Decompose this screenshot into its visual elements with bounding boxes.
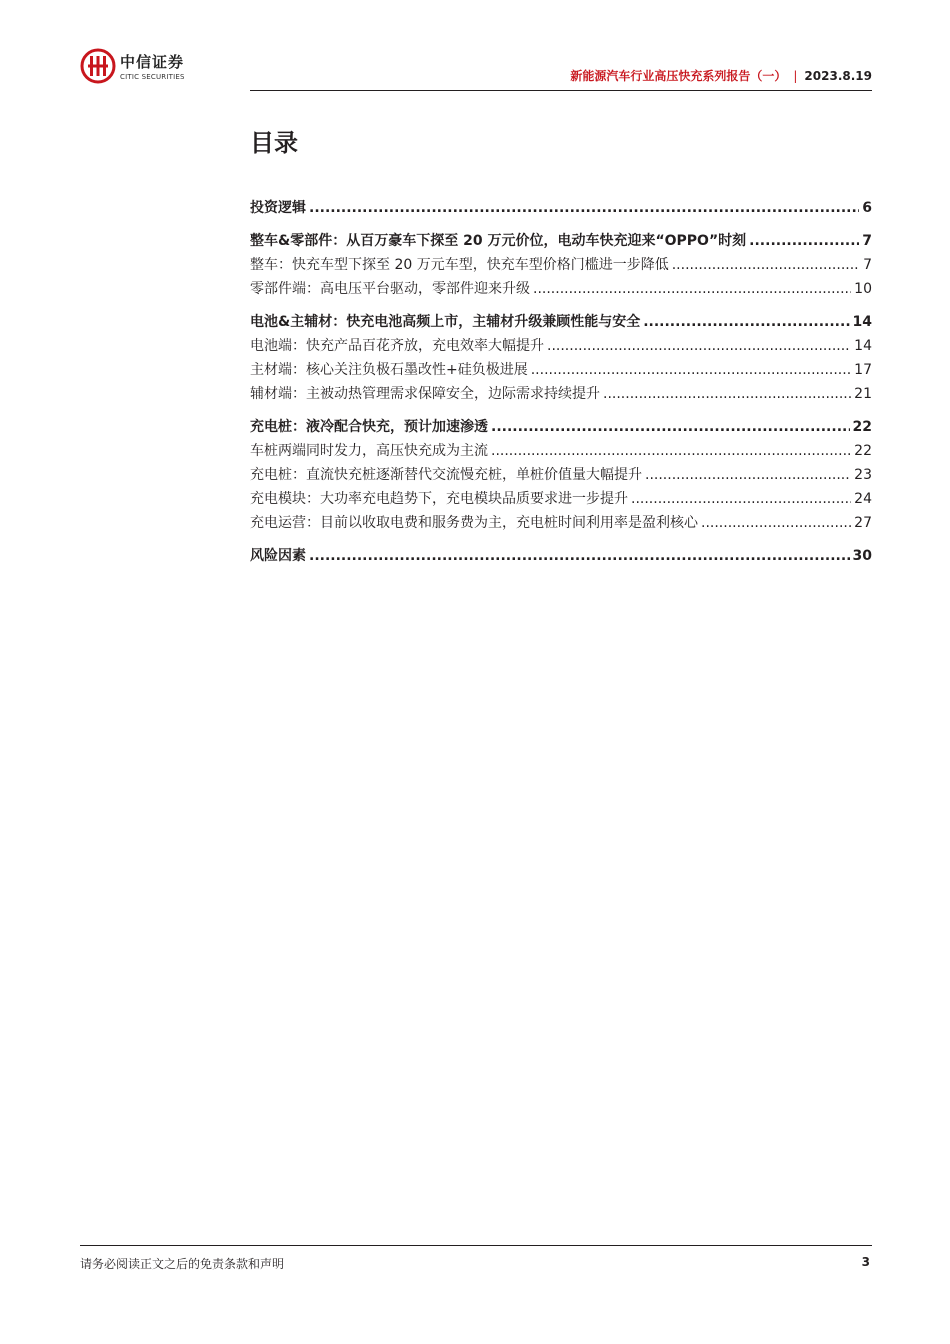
toc-entry-label: 整车：快充车型下探至 20 万元车型，快充车型价格门槛进一步降低	[250, 257, 669, 273]
citic-emblem-icon	[80, 48, 116, 84]
toc-leader-dots	[531, 358, 851, 382]
brand-name-cn: 中信证券	[120, 53, 185, 71]
page-number: 3	[861, 1255, 870, 1269]
toc-entry-label: 充电模块：大功率充电趋势下，充电模块品质要求进一步提升	[250, 491, 628, 507]
toc-entry-label: 零部件端：高电压平台驱动，零部件迎来升级	[250, 281, 530, 297]
toc-entry-label: 辅材端：主被动热管理需求保障安全，边际需求持续提升	[250, 386, 600, 402]
toc-entry-label: 充电桩：液冷配合快充，预计加速渗透	[250, 419, 488, 435]
toc-leader-dots	[749, 229, 859, 253]
toc-entry-label: 整车&零部件：从百万豪车下探至 20 万元价位，电动车快充迎来“OPPO”时刻	[250, 233, 747, 249]
toc-leader-dots	[701, 511, 851, 535]
toc-entry-page: 7	[862, 233, 872, 249]
brand-name-en: CITIC SECURITIES	[120, 73, 185, 81]
citic-logo	[80, 48, 210, 88]
toc-entry-label: 投资逻辑	[250, 200, 306, 216]
toc-entry[interactable]	[250, 334, 872, 358]
toc-leader-dots	[603, 382, 851, 406]
toc-entry-label: 充电桩：直流快充桩逐渐替代交流慢充桩，单桩价值量大幅提升	[250, 467, 642, 483]
toc-leader-dots	[309, 196, 859, 220]
page-header	[0, 0, 950, 100]
toc-entry-page: 17	[854, 362, 872, 378]
toc-entry-page: 14	[854, 338, 872, 354]
toc-leader-dots	[491, 439, 851, 463]
toc-entry-label: 车桩两端同时发力，高压快充成为主流	[250, 443, 488, 459]
toc-leader-dots	[643, 310, 849, 334]
toc-entry[interactable]	[250, 310, 872, 334]
toc-entry-page: 30	[852, 548, 872, 564]
disclaimer-note: 请务必阅读正文之后的免责条款和声明	[80, 1257, 285, 1271]
toc-entry-label: 充电运营：目前以收取电费和服务费为主，充电桩时间利用率是盈利核心	[250, 515, 698, 531]
toc-entry[interactable]	[250, 196, 872, 220]
toc-entry[interactable]	[250, 511, 872, 535]
toc-entry[interactable]	[250, 415, 872, 439]
toc-entry-page: 10	[854, 281, 872, 297]
toc-entry-page: 21	[854, 386, 872, 402]
header-divider	[250, 90, 872, 91]
toc-entry-page: 22	[852, 419, 872, 435]
toc-entry-page: 14	[852, 314, 872, 330]
toc-entry-label: 电池端：快充产品百花齐放，充电效率大幅提升	[250, 338, 544, 354]
toc-entry-page: 23	[854, 467, 872, 483]
toc-entry[interactable]	[250, 487, 872, 511]
toc-entry-label: 主材端：核心关注负极石墨改性+硅负极进展	[250, 362, 528, 378]
toc-leader-dots	[547, 334, 851, 358]
toc-entry-page: 7	[863, 257, 872, 273]
toc-entry[interactable]	[250, 277, 872, 301]
toc-entry-label: 风险因素	[250, 548, 306, 564]
toc-entry[interactable]	[250, 229, 872, 253]
toc-leader-dots	[491, 415, 850, 439]
toc-entry[interactable]	[250, 358, 872, 382]
toc-leader-dots	[645, 463, 851, 487]
header-meta	[570, 67, 872, 84]
report-title: 新能源汽车行业高压快充系列报告（一）	[570, 69, 787, 83]
toc-entry[interactable]	[250, 463, 872, 487]
toc-leader-dots	[309, 544, 850, 568]
toc-entry-page: 24	[854, 491, 872, 507]
toc-entry-page: 22	[854, 443, 872, 459]
toc-heading: 目录	[250, 129, 298, 157]
table-of-contents	[250, 196, 872, 568]
header-separator: |	[793, 68, 798, 83]
toc-leader-dots	[533, 277, 851, 301]
toc-entry-page: 6	[862, 200, 872, 216]
toc-entry-page: 27	[854, 515, 872, 531]
footer-divider	[80, 1245, 872, 1246]
toc-leader-dots	[631, 487, 851, 511]
toc-entry[interactable]	[250, 253, 872, 277]
toc-entry[interactable]	[250, 439, 872, 463]
toc-entry-label: 电池&主辅材：快充电池高频上市，主辅材升级兼顾性能与安全	[250, 314, 641, 330]
toc-entry[interactable]	[250, 382, 872, 406]
toc-entry[interactable]	[250, 544, 872, 568]
toc-leader-dots	[672, 253, 860, 277]
report-date: 2023.8.19	[804, 68, 872, 83]
